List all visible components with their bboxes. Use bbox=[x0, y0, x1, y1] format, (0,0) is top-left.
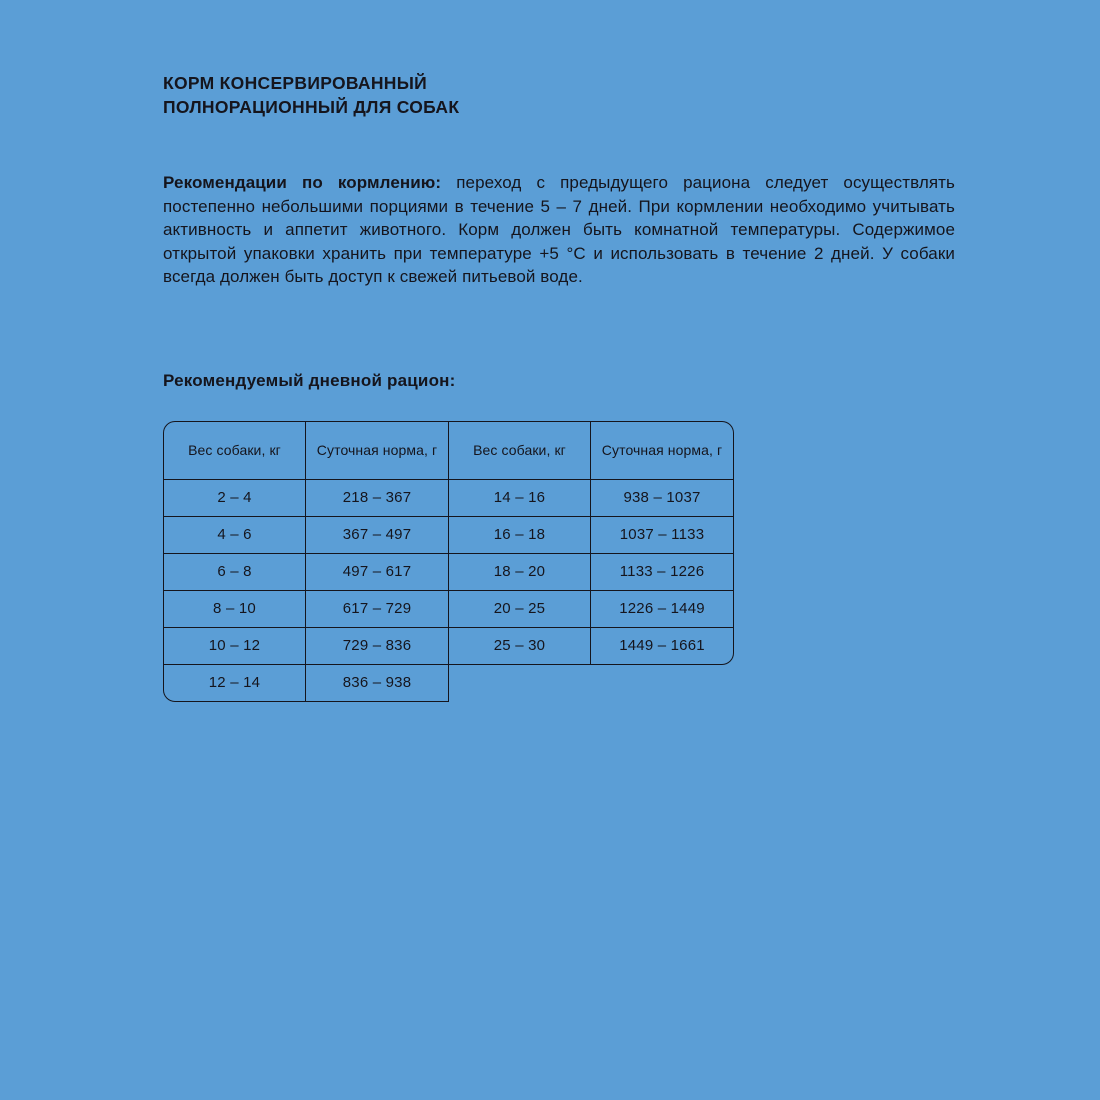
column-header-weight: Вес собаки, кг bbox=[164, 422, 306, 479]
ration-table-right bbox=[449, 421, 734, 665]
product-title-line2: ПОЛНОРАЦИОННЫЙ ДЛЯ СОБАК bbox=[163, 96, 460, 117]
feeding-recommendations-text: переход с предыдущего рациона следует осуществлять постепенно небольшими порциями в течение 5 – 7 дней. При кормлении необходимо учитывать активность и аппетит животного. Корм должен быть комнатной температуры. Содержимое открытой упаковки хранить при температуре +5 °С и использовать в течение 2 дней. У собаки всегда должен быть доступ к свежей питьевой воде. bbox=[163, 173, 955, 287]
product-title-line1: КОРМ КОНСЕРВИРОВАННЫЙ bbox=[163, 73, 428, 93]
table-cell-weight: 10 – 12 bbox=[164, 627, 306, 664]
daily-ration-title: Рекомендуемый дневной рацион: bbox=[163, 370, 456, 390]
table-cell-norm: 836 – 938 bbox=[306, 664, 448, 701]
table-cell-weight: 20 – 25 bbox=[449, 590, 591, 627]
column-header-weight: Вес собаки, кг bbox=[449, 422, 591, 479]
table-cell-norm: 938 – 1037 bbox=[591, 479, 733, 516]
product-title bbox=[163, 72, 955, 119]
table-cell-norm: 729 – 836 bbox=[306, 627, 448, 664]
table-cell-norm: 617 – 729 bbox=[306, 590, 448, 627]
table-cell-weight: 2 – 4 bbox=[164, 479, 306, 516]
column-header-norm: Суточная норма, г bbox=[601, 442, 723, 459]
table-cell-weight: 16 – 18 bbox=[449, 516, 591, 553]
feeding-recommendations-label: Рекомендации по кормлению: bbox=[163, 173, 442, 193]
table-cell-weight: 18 – 20 bbox=[449, 553, 591, 590]
table-cell-weight: 6 – 8 bbox=[164, 553, 306, 590]
table-cell-weight: 14 – 16 bbox=[449, 479, 591, 516]
table-cell-norm: 1037 – 1133 bbox=[591, 516, 733, 553]
ration-table-left bbox=[163, 421, 449, 702]
table-cell-norm: 218 – 367 bbox=[306, 479, 448, 516]
table-cell-weight: 25 – 30 bbox=[449, 627, 591, 664]
table-cell-norm: 497 – 617 bbox=[306, 553, 448, 590]
column-header-norm: Суточная норма, г bbox=[316, 442, 438, 459]
table-cell-norm: 367 – 497 bbox=[306, 516, 448, 553]
table-cell-weight: 4 – 6 bbox=[164, 516, 306, 553]
daily-ration-table bbox=[163, 421, 955, 702]
feeding-recommendations bbox=[163, 171, 955, 289]
table-cell-norm: 1449 – 1661 bbox=[591, 627, 733, 664]
table-cell-norm: 1133 – 1226 bbox=[591, 553, 733, 590]
table-cell-norm: 1226 – 1449 bbox=[591, 590, 733, 627]
table-cell-weight: 8 – 10 bbox=[164, 590, 306, 627]
table-cell-weight: 12 – 14 bbox=[164, 664, 306, 701]
